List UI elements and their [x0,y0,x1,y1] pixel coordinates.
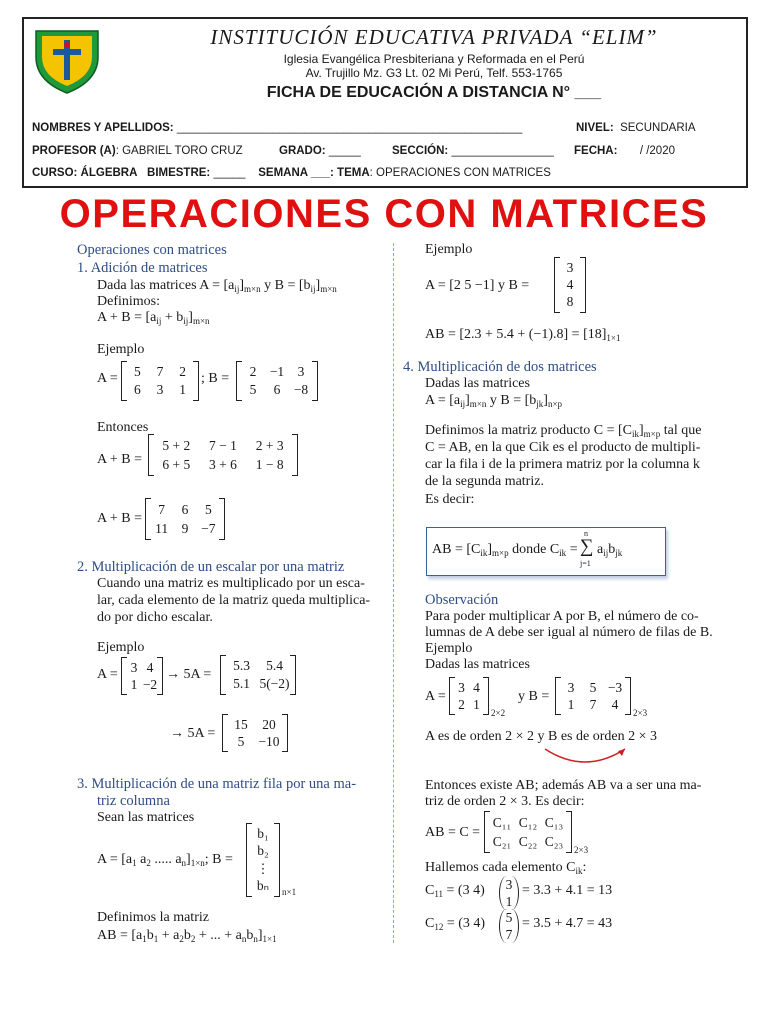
sub-n: n [181,858,187,868]
matrix-A-obs [449,677,489,715]
matrix-B-r [554,257,586,313]
cell: 5 [204,501,212,517]
semana-label: SEMANA ___: TEMA [258,167,370,179]
cell: 4 [146,659,154,675]
cell: 6 [133,382,141,397]
row-curso [32,167,551,179]
church-line: Iglesia Evangélica Presbiteriana y Reformada en el Perú [283,52,585,66]
obs-ejemplo: Ejemplo [425,641,473,656]
sub-1xn: 1×n [190,858,205,868]
s2-title: 2. Multiplicación de un escalar por una matriz [77,559,345,575]
ficha-title: FICHA DE EDUCACIÓN A DISTANCIA N° ___ [266,84,602,101]
cell: 3 [505,876,513,892]
formula-a: AB = [C [432,542,481,557]
cell: 2 + 3 [255,437,284,453]
c11-a: C [425,883,435,898]
sub-2x3: 2×3 [633,708,648,718]
s4-p3: car la fila i de la primera matriz por la columna k [425,457,700,472]
seccion-label: SECCIÓN: [392,145,449,157]
sub-n: n [253,934,258,944]
s4-p1b: tal que [660,423,702,438]
header-box [22,17,748,188]
cell: 3 + 6 [209,456,237,472]
s1-title: 1. Adición de matrices [77,260,208,276]
section-title: Operaciones con matrices [77,242,227,258]
r-ab [425,327,620,343]
sub-ik: ik [480,548,488,558]
cell: 3 [458,679,465,695]
s2-p3: do por dicho escalar. [97,610,213,625]
obs-lbl-A: A = [425,689,446,704]
sub-11: 11 [434,889,444,899]
sub-ij: ij [460,399,466,409]
matrix-result-s1 [145,498,225,540]
cell: 4 [566,276,574,292]
col-vector-1 [499,876,519,910]
cell: 1 [567,696,575,712]
s4-esdecir: Es decir: [425,492,475,507]
s4-dadas: Dadas las matrices [425,376,530,391]
cell: 5 [505,909,513,925]
sub-ik: ik [559,548,567,558]
row-seccion [392,145,554,157]
cell: b₁ [257,825,269,841]
sub-1x1: 1×1 [262,934,277,944]
formula-b: donde C [508,542,560,557]
cell: 20 [262,716,276,732]
s1-ejemplo: Ejemplo [97,342,145,357]
cell: C₂₁ [492,833,512,849]
cell: ⋮ [256,860,270,876]
institution-name: INSTITUCIÓN EDUCATIVA PRIVADA “ELIM” [210,25,658,49]
s4-p1: Definimos la matriz producto $C = [C_{ik}]_{m\times p}$ tal que [425,423,702,439]
cell: −1 [269,364,285,379]
s3-rowA-c: ..... a [150,852,182,867]
nivel-label: NIVEL: [576,122,614,134]
sub-ik: ik [575,866,583,876]
cell: 3 [130,659,138,675]
nivel-value: SECUNDARIA [620,122,696,134]
sub-mxp: m×p [492,548,509,558]
shield-cross-logo [34,27,100,95]
s3-rowA [97,852,233,868]
matrix-A-s2 [121,657,163,695]
s2-arrow2: → 5A = [170,726,216,741]
sub-jk: jk [536,399,544,409]
matrix-B-col [246,823,280,897]
c12-line [425,916,485,932]
cell: 3 [566,259,574,275]
tema-value: : OPERACIONES CON MATRICES [369,167,551,179]
c12-result: = 3.5 + 4.7 = 43 [522,916,613,931]
cell: C₁₁ [492,814,512,830]
sub-1: 1 [132,858,137,868]
nombres-line[interactable]: ______________________________________________________ [176,122,523,134]
sub-ik: ik [631,429,639,439]
s3-ab-c: + a [158,928,180,943]
cell: b₂ [257,843,269,859]
row-nivel [576,122,696,134]
cell: −10 [258,733,280,749]
matrix-C [484,811,572,853]
s1-entonces: Entonces [97,420,149,435]
r-ab-a: AB = [2.3 + 5.4 + (−1).8] = [18] [425,327,607,342]
formula-box [426,527,666,576]
cell: 5(−2) [259,676,290,691]
cell: 6 [273,382,281,397]
bimestre-label: BIMESTRE: [147,167,211,179]
sub-mxn: m×n [244,284,261,294]
sub-12: 12 [434,922,444,932]
cell: 1 [505,893,513,909]
cell: 7 [589,696,597,712]
sigma-top: n [584,529,588,538]
matrix-A-s1 [121,361,199,401]
cell: 3 [297,364,305,379]
col-vector-2 [499,909,519,943]
formula-e: b [608,542,616,557]
cell: C₁₃ [544,814,564,830]
matrix-5A [220,655,296,695]
c11-b: = (3 4) [443,883,485,898]
s1-l1a: Dada las matrices A = [a [97,278,235,293]
curved-arrow-icon [540,745,630,775]
cell: 3 [567,679,575,695]
sub-mxn3: m×n [192,316,210,326]
sub-2: 2 [179,934,184,944]
c11-line [425,883,485,899]
cell: bₙ [256,878,270,894]
c12-a: C [425,916,435,931]
row-grado [279,145,361,157]
s3-ab-e: + ... + a [195,928,242,943]
s3-title1: 3. Multiplicación de una matriz fila por una ma- [77,776,357,792]
s1-lbl-AB2: A + B = [97,511,142,526]
s1-lbl-B: ; B = [201,371,230,386]
cell: −3 [607,679,623,695]
formula-d: a [597,542,604,557]
s3-sean: Sean las matrices [97,810,195,825]
s4-def: $A = [a_{ij}]_{m\times n}$ y $B = [b_{jk}]_{n\times p}$ [425,393,563,409]
obs-dadas: Dadas las matrices [425,657,530,672]
cell: 5 [237,733,245,749]
sub-n: n [241,934,247,944]
obs-e1: Entonces existe AB; además AB va a ser una ma- [425,778,702,793]
cell: 4 [473,679,480,695]
cell: 3 [156,382,164,397]
formula: AB = $[C_{ik}]_{m\times p}$ donde $C_{ik}$ = [432,542,578,558]
s3-title2: triz columna [97,793,170,809]
sub-1: 1 [142,934,147,944]
s2-arrow1: → 5A = [166,667,212,682]
fecha-label: FECHA: [574,145,618,157]
s3-ab-a: AB = [a [97,928,143,943]
formula-tail [597,542,622,558]
row-fecha [574,145,675,157]
cell: 2 [179,364,187,379]
cell: 5.3 [233,658,250,673]
s2-p1: Cuando una matriz es multiplicado por un esca- [97,576,365,591]
sub-ij: ij [603,548,609,558]
sub-nxp: n×p [547,399,563,409]
cell: 6 + 5 [162,456,191,472]
s1-l1d: ] [315,278,321,293]
obs-hallemos: Hallemos cada elemento $C_{ik}$: [425,860,587,876]
sigma-icon: ∑ [580,536,594,557]
s1-def-a: A + B = [a [97,310,157,325]
curso-label: CURSO: ÁLGEBRA [32,167,138,179]
obs-e2: triz de orden 2 × 3. Es decir: [425,794,585,809]
s3-ab [97,928,277,944]
row-profesor [32,145,243,157]
obs-title: Observación [425,592,499,608]
cell: 1 [130,676,138,692]
matrix-5A-result [222,714,288,752]
column-divider [393,243,394,943]
profesor-label: PROFESOR (A) [32,145,116,157]
sub-jk: jk [615,548,623,558]
sub-2x2: 2×2 [491,708,506,718]
s1-definimos: Definimos: [97,294,160,309]
c11-result: = 3.3 + 4.1 = 13 [522,883,613,898]
sub-1x1: 1×1 [606,333,621,343]
sub-2x3b: 2×3 [574,845,589,855]
cell: 1 [179,382,187,397]
sub-2: 2 [190,934,196,944]
s1-l1b: ] [239,278,245,293]
s3-rowA-b: a [136,852,147,867]
sub-nx1: n×1 [282,887,297,897]
s2-ejemplo: Ejemplo [97,640,145,655]
sub-2: 2 [146,858,151,868]
cell: 8 [566,294,574,310]
s3-ab-d: b [183,928,191,943]
s4-def-b: y B = [b [486,393,537,408]
cell: 5 [249,382,257,397]
c12-b: = (3 4) [443,916,486,931]
sigma-bottom: j=1 [580,559,591,568]
s1-l1c: y B = [b [260,278,311,293]
matrix-B-s1 [236,361,318,401]
sub-ij2: ij [310,284,316,294]
cell: 1 − 8 [255,456,284,472]
matrix-sum [148,434,298,476]
cell: 7 [505,926,513,942]
s2-p2: lar, cada elemento de la matriz queda multiplica- [97,593,371,608]
s3-ab-b: b [146,928,154,943]
cell: 5.1 [233,676,250,691]
s1-line1 [97,278,337,294]
cell: C₁₂ [518,814,538,830]
grado-label: GRADO: [279,145,326,157]
s4-p4: de la segunda matriz. [425,474,544,489]
cell: 11 [155,520,169,536]
cell: 5 + 2 [162,437,191,453]
cell: 1 [473,696,480,712]
sub-ij4: ij [183,316,189,326]
formula-c: = [566,542,578,557]
hallemos-text: Hallemos cada elemento C [425,860,576,875]
sub-mxn: m×n [469,399,487,409]
obs-p2: lumnas de A debe ser igual al número de filas de B. [425,625,713,640]
cell: 7 [156,364,164,379]
cell: 5 [589,679,597,695]
s3-rowA-a: A = [a [97,852,133,867]
cell: 2 [458,696,465,712]
sub-ij: ij [234,284,240,294]
bimestre-line[interactable]: _____ [213,167,246,179]
obs-lbl-C: AB = C = [425,825,481,840]
r-rowA: A = [2 5 −1] y B = [425,278,530,293]
r-ejemplo: Ejemplo [425,242,473,257]
s1-lbl-A: A = [97,371,118,386]
s3-rowA-d: ] [186,852,191,867]
cell: 6 [181,501,189,517]
obs-lbl-B: y B = [518,689,550,704]
profesor-value: : GABRIEL TORO CRUZ [115,145,243,157]
s3-ab-g: ] [257,928,263,943]
s3-ab-f: b [246,928,254,943]
cell: 7 [158,501,166,517]
cell: C₂₃ [544,833,564,849]
matrix-B-obs [555,677,631,715]
row-nombres [32,122,522,134]
sub-mxp: m×p [643,429,661,439]
s1-def-c: ] [188,310,193,325]
address-line: Av. Trujillo Mz. G3 Lt. 02 Mi Perú, Telf. 553-1765 [305,66,563,80]
sub-ij3: ij [156,316,162,326]
s3-lblB: ; B = [204,852,233,867]
s1-lbl-AB: A + B = [97,452,142,467]
grado-line[interactable]: _____ [328,145,361,157]
s4-title: 4. Multiplicación de dos matrices [403,359,597,375]
obs-p1: Para poder multiplicar A por B, el número de co- [425,609,699,624]
cell: 4 [611,696,619,712]
nombres-label: NOMBRES Y APELLIDOS: [32,122,174,134]
sub-1: 1 [153,934,159,944]
cell: 5 [133,364,141,379]
cell: −8 [293,382,309,397]
s4-p1a: Definimos la matriz producto C = [C [425,423,632,438]
cell: 9 [181,520,189,536]
cell: C₂₂ [518,833,538,849]
s1-def [97,310,210,326]
sub-mxn2: m×n [320,284,337,294]
main-title: OPERACIONES CON MATRICES [59,192,709,236]
cell: −2 [142,676,158,692]
s4-p2: C = AB, en la que Cik es el producto de multipli- [425,440,701,455]
seccion-line[interactable]: ________________ [451,145,554,157]
s1-def-b: + b [161,310,184,325]
obs-orden: A es de orden 2 × 2 y B es de orden 2 × 3 [425,729,657,744]
s2-lbl-A: A = [97,667,118,682]
fecha-value[interactable]: / /2020 [639,145,675,157]
cell: −7 [201,520,216,536]
s4-def-a: A = [a [425,393,461,408]
s3-definimos: Definimos la matriz [97,910,209,925]
cell: 15 [234,716,248,732]
cell: 2 [249,364,257,379]
cell: 7 − 1 [209,437,237,453]
cell: 5.4 [266,658,283,673]
